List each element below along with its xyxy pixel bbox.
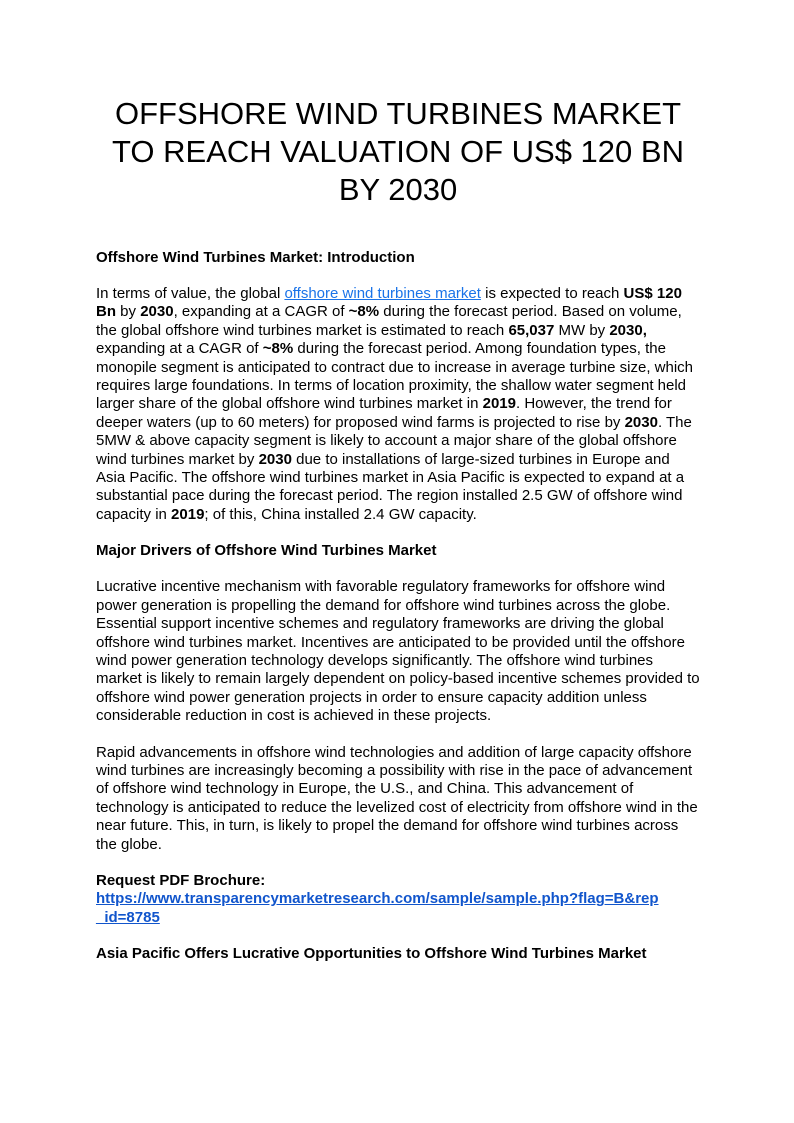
value-figure: US$ 120 Bn [96,285,682,321]
intro-text-7: expanding at a CAGR of [96,340,263,358]
year-2030-c: 2030 [624,413,658,431]
cagr-value-b: ~8% [262,340,294,358]
intro-text-6: MW by [554,321,610,339]
cagr-value: ~8% [348,303,380,321]
market-link[interactable]: offshore wind turbines market [284,285,481,302]
request-label: Request PDF Brochure: [96,871,266,889]
brochure-url-line-2: _id=8785 [96,908,160,926]
drivers-heading: Major Drivers of Offshore Wind Turbines Market [96,542,437,560]
intro-text-1: In terms of value, the global [96,285,285,302]
intro-text-9: . However, the trend for deeper waters (up to 60 meters) for proposed wind farms is projected to rise by [96,395,672,431]
intro-text-8: during the forecast period. Among foundation types, the monopile segment is anticipated to contract due to increase in average turbine size, which requires large foundations. In terms of location proximity, the shallow water segment held larger share of the global offshore wind turbines market in [96,340,694,413]
intro-text-5: during the forecast period. Based on volume, the global offshore wind turbines market is estimated to reach [96,303,682,339]
intro-paragraph [96,285,700,524]
volume-figure: 65,037 [508,321,555,339]
request-brochure [96,872,700,927]
brochure-url-line-1: https://www.transparencymarketresearch.com/sample/sample.php?flag=B&rep [96,890,659,908]
brochure-link[interactable] [96,890,659,925]
intro-text-12: ; of this, China installed 2.4 GW capacity. [204,505,477,523]
intro-text-11: due to installations of large-sized turbines in Europe and Asia Pacific. The offshore wind turbines market in Asia Pacific is expected to expand at a substantial pace during the forecast period. The region installed 2.5 GW of offshore wind capacity in [96,450,685,523]
intro-text-3: by [116,303,141,321]
year-2030: 2030 [140,303,174,321]
year-2019: 2019 [482,395,516,413]
intro-heading: Offshore Wind Turbines Market: Introduction [96,249,415,266]
document-page [96,95,700,963]
asia-heading: Asia Pacific Offers Lucrative Opportunities to Offshore Wind Turbines Market [96,945,647,963]
year-2030-b: 2030, [609,321,647,339]
drivers-paragraph-1: Lucrative incentive mechanism with favorable regulatory frameworks for offshore wind power generation is propelling the demand for offshore wind turbines across the globe. Essential support incentive schemes and regulatory frameworks are driving the global offshore wind turbines market. Incentives are anticipated to be provided until the offshore wind power generation technology develops significantly. The offshore wind turbines market is likely to remain largely dependent on policy-based incentive schemes provided to offshore wind power generation projects in order to ensure capacity addition unless considerable reduction in cost is achieved in these projects. [96,578,700,725]
intro-text-10: . The 5MW & above capacity segment is likely to account a major share of the global offshore wind turbines market by [96,413,692,468]
intro-text-4: , expanding at a CAGR of [173,303,349,321]
year-2019-b: 2019 [171,505,205,523]
drivers-paragraph-2: Rapid advancements in offshore wind technologies and addition of large capacity offshore wind turbines are increasingly becoming a possibility with rise in the pace of advancement of offshore wind technology in Europe, the U.S., and China. This advancement of technology is anticipated to reduce the levelized cost of electricity from offshore wind in the near future. This, in turn, is likely to propel the demand for offshore wind turbines across the globe. [96,743,698,853]
intro-text-2: is expected to reach [480,285,624,302]
year-2030-d: 2030 [258,450,292,468]
page-title: OFFSHORE WIND TURBINES MARKET TO REACH VALUATION OF US$ 120 BN BY 2030 [112,96,684,207]
